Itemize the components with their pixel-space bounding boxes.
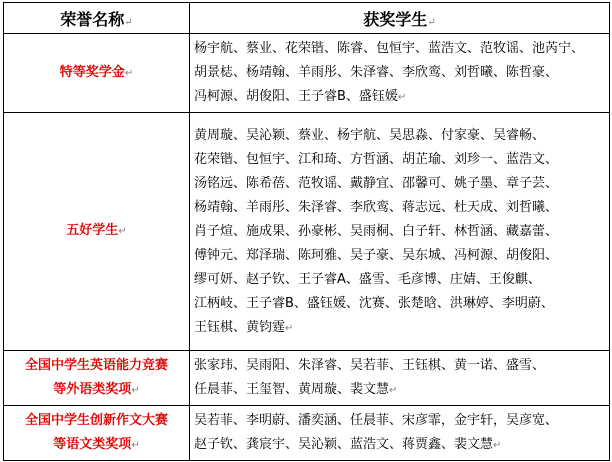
table-row: [4, 351, 610, 406]
winners-line: 汤铭远、陈希蓓、范牧谣、戴静宜、邵馨可、姚子墨、章子芸、: [194, 175, 559, 191]
header-row: [4, 3, 610, 34]
table-row: [4, 113, 610, 351]
honor-cell: [4, 406, 190, 461]
winners-line: 肖子煊、施成果、孙豪彬、吴雨桐、白子轩、林哲涵、藏嘉蕾、: [194, 223, 559, 239]
winners-line: 杨靖翰、羊雨彤、朱泽睿、李欣鸾、蒋志远、杜天成、刘哲曦、: [194, 199, 559, 215]
winners-line: 赵子钦、龚宸宇、吴沁颖、蓝浩文、蒋贾鑫、裴文慧↵: [194, 437, 502, 452]
winners-line: 江柄岐、王子睿B、盛钰媛、沈赛、张楚晗、洪琳婷、李明蔚、: [194, 295, 554, 311]
paragraph-mark: ↵: [285, 322, 294, 334]
winners-cell: [190, 406, 610, 461]
paragraph-mark: ↵: [131, 439, 140, 451]
header-winners: 获奖学生↵: [190, 3, 610, 34]
honor-line: 等语文类奖项↵: [53, 436, 140, 452]
paragraph-mark: ↵: [118, 226, 127, 237]
winners-cell: [190, 34, 610, 113]
paragraph-mark: ↵: [493, 440, 502, 451]
winners-line: 杨宇航、蔡业、花荣锴、陈睿、包恒宇、蓝浩文、范牧谣、池芮宁、: [194, 41, 585, 56]
honor-cell: 五好学生↵: [4, 113, 190, 351]
table-row: [4, 406, 610, 461]
winners-cell: [190, 113, 610, 351]
paragraph-mark: ↵: [131, 384, 140, 396]
paragraph-mark: ↵: [124, 67, 134, 79]
winners-line: 张家玮、吴雨阳、朱泽睿、吴若菲、王钰棋、黄一诺、盛雪、: [194, 358, 546, 373]
winners-line: 缪可妍、赵子钦、王子睿A、盛雪、毛彦博、庄婧、王俊麒、: [194, 271, 541, 287]
honor-cell: 特等奖学金↵: [4, 34, 190, 113]
honor-cell: [4, 351, 190, 406]
honor-line: 全国中学生创新作文大赛: [24, 412, 168, 428]
paragraph-mark: ↵: [397, 92, 407, 103]
winners-line: 冯柯源、胡俊阳、王子睿B、盛钰媛↵: [194, 89, 407, 104]
honor-line: 等外语类奖项↵: [53, 381, 140, 397]
winners-line: 黄周璇、吴沁颖、蔡业、杨宇航、吴思淼、付家豪、吴睿畅、: [194, 127, 546, 143]
paragraph-mark: ↵: [124, 16, 133, 28]
honors-table: [3, 2, 610, 461]
winners-line: 傅钟元、郑泽瑞、陈珂雅、吴子豪、吴东城、冯柯源、胡俊阳、: [194, 247, 559, 263]
paragraph-mark: ↵: [389, 385, 398, 396]
winners-line: 王钰棋、黄钧霆↵: [194, 319, 294, 335]
winners-cell: [190, 351, 610, 406]
header-honor-name: 荣誉名称↵: [4, 3, 190, 34]
winners-line: 吴若菲、李明蔚、潘奕涵、任晨菲、宋彦霏，金宇轩，吴彦宽、: [194, 413, 559, 428]
honor-line: 全国中学生英语能力竞赛: [24, 357, 168, 373]
winners-line: 花荣锴、包恒宇、江和琦、方哲涵、胡芷瑜、刘珍一、蓝浩文、: [194, 151, 559, 167]
winners-line: 胡景梽、杨靖翰、羊雨彤、朱泽睿、李欣鸾、刘哲曦、陈哲豪、: [194, 65, 559, 80]
winners-line: 任晨菲、王玺智、黄周璇、裴文慧↵: [194, 382, 398, 397]
paragraph-mark: ↵: [427, 16, 436, 28]
table-row: [4, 34, 610, 113]
